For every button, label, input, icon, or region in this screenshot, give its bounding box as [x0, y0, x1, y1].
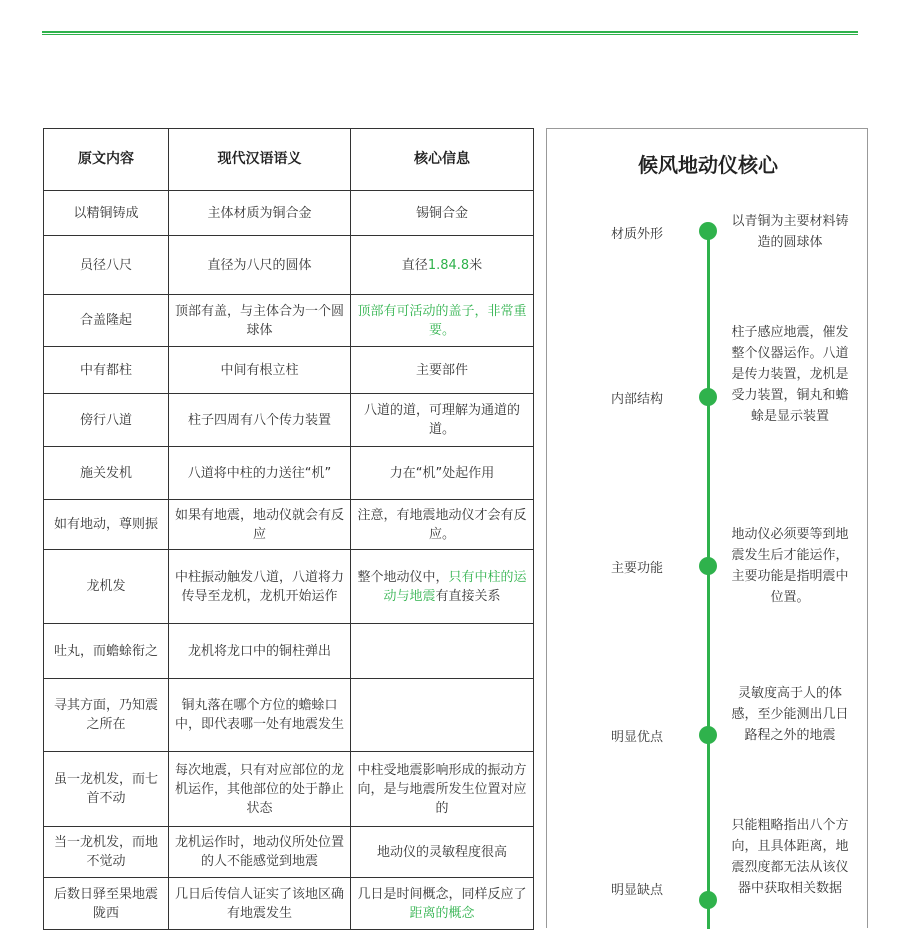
cell-core: [351, 878, 534, 930]
cell-modern: 顶部有盖，与主体合为一个圆球体: [169, 295, 351, 347]
timeline-node: [699, 557, 717, 575]
cell-original: 后数日驿至果地震陇西: [44, 878, 169, 930]
table-row: [44, 236, 534, 295]
core-text: 几日是时间概念，同样反应了: [357, 886, 527, 902]
cell-modern: 柱子四周有八个传力装置: [169, 394, 351, 447]
core-highlight: 只有中柱的运动与地震: [383, 569, 527, 604]
cell-core: [351, 679, 534, 752]
cell-modern: 中间有根立柱: [169, 347, 351, 394]
summary-panel: [546, 128, 868, 928]
poem-analysis-table: [43, 128, 534, 930]
timeline-label: 主要功能: [610, 561, 663, 576]
table-row: [44, 624, 534, 679]
cell-modern: 几日后传信人证实了该地区确有地震发生: [169, 878, 351, 930]
cell-core: 八道的道，可理解为通道的道。: [351, 394, 534, 447]
timeline-text: 柱子感应地震，催发整个仪器运作。八道是传力装置，龙机是受力装置，铜丸和蟾蜍是显示装置: [731, 325, 849, 424]
cell-core: 注意，有地震地动仪才会有反应。: [351, 500, 534, 550]
core-text: 整个地动仪中，: [357, 569, 449, 585]
core-text: 有直接关系: [435, 588, 501, 604]
core-highlight: 顶部有可活动的盖子，非常重要。: [357, 303, 527, 338]
cell-original: 如有地动，尊则振: [44, 500, 169, 550]
timeline-text: 灵敏度高于人的体感，至少能测出几日路程之外的地震: [731, 686, 849, 743]
table-row: [44, 394, 534, 447]
table-row: [44, 679, 534, 752]
header-core: 核心信息: [351, 129, 534, 191]
cell-core: [351, 550, 534, 624]
table-row: [44, 191, 534, 236]
cell-modern: 铜丸落在哪个方位的蟾蜍口中，即代表哪一处有地震发生: [169, 679, 351, 752]
table-row: [44, 500, 534, 550]
core-text: 米: [469, 257, 483, 273]
cell-core: 主要部件: [351, 347, 534, 394]
table-row: [44, 878, 534, 930]
timeline-node: [699, 222, 717, 240]
cell-core: 地动仪的灵敏程度很高: [351, 827, 534, 878]
timeline-label: 明显优点: [610, 730, 663, 745]
cell-modern: 直径为八尺的圆体: [169, 236, 351, 295]
table-row: [44, 550, 534, 624]
cell-core: [351, 236, 534, 295]
timeline-node: [699, 726, 717, 744]
cell-original: 员径八尺: [44, 236, 169, 295]
timeline-label: 材质外形: [610, 227, 663, 242]
cell-original: 傍行八道: [44, 394, 169, 447]
cell-original: 寻其方面，乃知震之所在: [44, 679, 169, 752]
cell-core: 力在“机”处起作用: [351, 447, 534, 500]
timeline-node: [699, 388, 717, 406]
timeline-text: 地动仪必须要等到地震发生后才能运作，主要功能是指明震中位置。: [731, 527, 849, 605]
timeline-label: 内部结构: [610, 392, 663, 407]
timeline-text: 以青铜为主要材料铸造的圆球体: [731, 214, 849, 250]
cell-original: 中有都柱: [44, 347, 169, 394]
table-row: [44, 295, 534, 347]
cell-original: 合盖隆起: [44, 295, 169, 347]
cell-original: 以精铜铸成: [44, 191, 169, 236]
header-original: 原文内容: [44, 129, 169, 191]
core-highlight: 1.84.8: [427, 257, 470, 273]
cell-original: 龙机发: [44, 550, 169, 624]
cell-modern: 龙机将龙口中的铜柱弹出: [169, 624, 351, 679]
timeline-node: [699, 891, 717, 909]
table-row: [44, 827, 534, 878]
header-modern: 现代汉语语义: [169, 129, 351, 191]
cell-modern: 主体材质为铜合金: [169, 191, 351, 236]
cell-core: 中柱受地震影响形成的振动方向，是与地震所发生位置对应的: [351, 752, 534, 827]
cell-original: 吐丸，而蟾蜍衔之: [44, 624, 169, 679]
timeline-text: 只能粗略指出八个方向，且具体距离，地震烈度都无法从该仪器中获取相关数据: [731, 818, 849, 896]
cell-core: [351, 624, 534, 679]
cell-modern: 每次地震，只有对应部位的龙机运作，其他部位的处于静止状态: [169, 752, 351, 827]
cell-original: 施关发机: [44, 447, 169, 500]
cell-modern: 如果有地震，地动仪就会有反应: [169, 500, 351, 550]
timeline-label: 明显缺点: [610, 883, 663, 898]
table-row: [44, 447, 534, 500]
cell-modern: 龙机运作时，地动仪所处位置的人不能感觉到地震: [169, 827, 351, 878]
timeline-line: [707, 229, 710, 929]
core-text: 直径: [401, 257, 428, 273]
cell-core: [351, 295, 534, 347]
cell-modern: 中柱振动触发八道，八道将力传导至龙机，龙机开始运作: [169, 550, 351, 624]
panel-title: 候风地动仪核心: [638, 153, 778, 177]
core-highlight: 距离的概念: [409, 905, 475, 921]
table-row: [44, 752, 534, 827]
cell-original: 当一龙机发，而地不觉动: [44, 827, 169, 878]
cell-modern: 八道将中柱的力送往“机”: [169, 447, 351, 500]
table-row: [44, 347, 534, 394]
top-divider: [42, 31, 858, 35]
cell-core: 锡铜合金: [351, 191, 534, 236]
table-header-row: [44, 129, 534, 191]
cell-original: 虽一龙机发，而七首不动: [44, 752, 169, 827]
